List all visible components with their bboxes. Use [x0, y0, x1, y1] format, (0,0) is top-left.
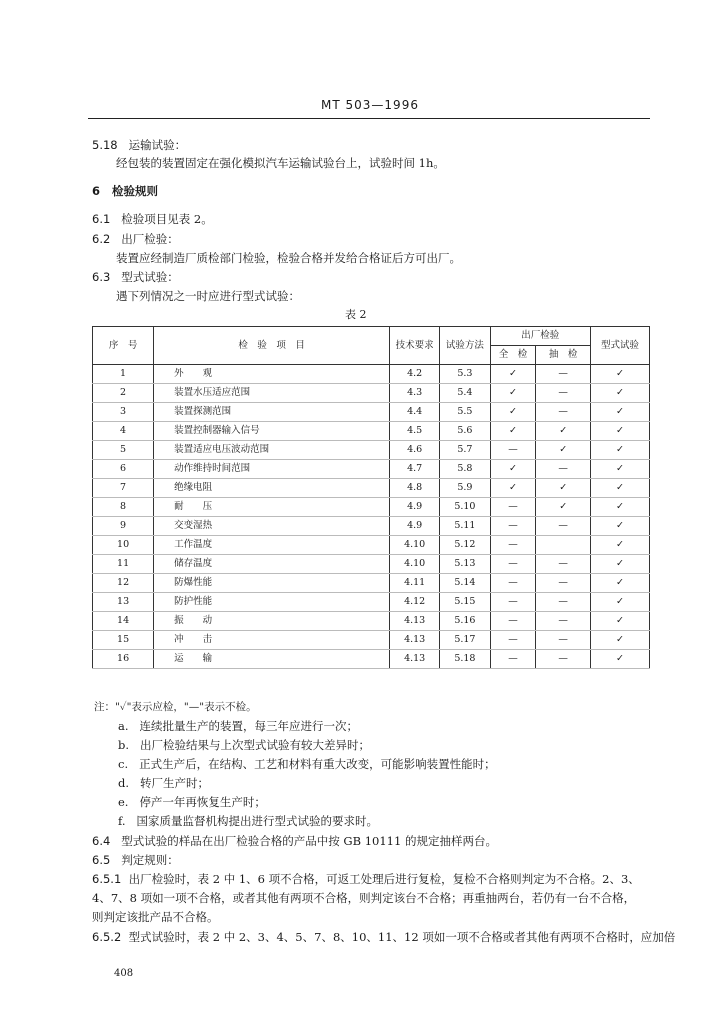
standard-number-header: MT 503—1996: [321, 98, 419, 112]
table-row: [93, 403, 650, 422]
section-6-heading: [92, 184, 158, 198]
list-item-e: [118, 795, 266, 809]
cell-item: 工作温度: [154, 536, 390, 555]
list-text: 转厂生产时；: [140, 776, 209, 790]
header-method: 试验方法: [440, 327, 490, 365]
table-row: [93, 365, 650, 384]
cell-item: 外 观: [154, 365, 390, 384]
cell-method: 5.14: [440, 574, 490, 593]
clause-text: 判定规则：: [121, 853, 179, 867]
clause-6-2-text: 装置应经制造厂质检部门检验，检验合格并发给合格证后方可出厂。: [116, 251, 461, 265]
cell-method: 5.17: [440, 631, 490, 650]
header-seq: 序 号: [93, 327, 154, 365]
clause-text: 型式试验的样品在出厂检验合格的产品中按 GB 10111 的规定抽样两台。: [121, 834, 497, 848]
table-row: [93, 593, 650, 612]
header-type: 型式试验: [590, 327, 649, 365]
cell-full: —: [490, 612, 536, 631]
cell-type: ✓: [590, 384, 649, 403]
cell-method: 5.18: [440, 650, 490, 669]
clause-6-5: [92, 853, 179, 867]
cell-item: 冲 击: [154, 631, 390, 650]
cell-seq: 8: [93, 498, 154, 517]
cell-type: ✓: [590, 517, 649, 536]
table-row: [93, 441, 650, 460]
cell-tech: 4.13: [390, 612, 440, 631]
list-item-a: [118, 719, 358, 733]
cell-item: 装置探测范围: [154, 403, 390, 422]
cell-type: ✓: [590, 479, 649, 498]
header-tech: 技术要求: [390, 327, 440, 365]
cell-full: —: [490, 574, 536, 593]
cell-seq: 1: [93, 365, 154, 384]
cell-full: ✓: [490, 403, 536, 422]
cell-item: 交变湿热: [154, 517, 390, 536]
header-full: 全 检: [490, 346, 536, 365]
clause-text: 型式试验时，表 2 中 2、3、4、5、7、8、10、11、12 项如一项不合格或者其他有两项不合格时，应加倍: [128, 930, 676, 944]
cell-sample: —: [536, 555, 591, 574]
cell-item: 装置适应电压波动范围: [154, 441, 390, 460]
table-row: [93, 631, 650, 650]
cell-tech: 4.10: [390, 536, 440, 555]
cell-type: ✓: [590, 536, 649, 555]
cell-tech: 4.13: [390, 631, 440, 650]
cell-tech: 4.2: [390, 365, 440, 384]
header-rule: [88, 118, 650, 119]
header-sample: 抽 检: [536, 346, 591, 365]
cell-tech: 4.10: [390, 555, 440, 574]
list-label: e.: [118, 795, 129, 809]
list-text: 出厂检验结果与上次型式试验有较大差异时；: [140, 738, 370, 752]
cell-type: ✓: [590, 612, 649, 631]
section-number: 6: [92, 184, 101, 198]
clause-6-2: [92, 232, 179, 246]
cell-tech: 4.5: [390, 422, 440, 441]
clause-title: 运输试验：: [128, 138, 187, 152]
clause-number: 6.4: [92, 834, 111, 848]
cell-sample: —: [536, 650, 591, 669]
cell-tech: 4.6: [390, 441, 440, 460]
clause-number: 6.3: [92, 270, 111, 284]
cell-type: ✓: [590, 441, 649, 460]
table-row: [93, 612, 650, 631]
clause-text: 检验项目见表 2。: [121, 212, 213, 226]
cell-sample: —: [536, 460, 591, 479]
table-row: [93, 498, 650, 517]
clause-6-3: [92, 270, 179, 284]
table-row: [93, 384, 650, 403]
cell-method: 5.12: [440, 536, 490, 555]
cell-type: ✓: [590, 631, 649, 650]
list-item-d: [118, 776, 209, 790]
cell-sample: —: [536, 517, 591, 536]
cell-sample: ✓: [536, 422, 591, 441]
cell-seq: 13: [93, 593, 154, 612]
table-row: [93, 460, 650, 479]
list-text: 国家质量监督机构提出进行型式试验的要求时。: [136, 814, 378, 828]
table-row: [93, 574, 650, 593]
table-row: [93, 517, 650, 536]
cell-item: 动作维持时间范围: [154, 460, 390, 479]
cell-type: ✓: [590, 574, 649, 593]
cell-type: ✓: [590, 555, 649, 574]
cell-method: 5.16: [440, 612, 490, 631]
cell-tech: 4.9: [390, 517, 440, 536]
page-number: 408: [114, 968, 134, 979]
cell-method: 5.4: [440, 384, 490, 403]
cell-seq: 12: [93, 574, 154, 593]
list-item-c: [118, 757, 496, 771]
cell-item: 振 动: [154, 612, 390, 631]
cell-item: 绝缘电阻: [154, 479, 390, 498]
cell-sample: —: [536, 574, 591, 593]
cell-tech: 4.13: [390, 650, 440, 669]
cell-full: ✓: [490, 460, 536, 479]
header-item: 检 验 项 目: [154, 327, 390, 365]
cell-item: 装置水压适应范围: [154, 384, 390, 403]
cell-item: 运 输: [154, 650, 390, 669]
cell-tech: 4.12: [390, 593, 440, 612]
clause-6-5-1: [92, 872, 640, 886]
cell-sample: —: [536, 403, 591, 422]
cell-item: 防护性能: [154, 593, 390, 612]
cell-full: —: [490, 555, 536, 574]
list-text: 连续批量生产的装置，每三年应进行一次；: [139, 719, 358, 733]
cell-type: ✓: [590, 403, 649, 422]
cell-type: ✓: [590, 422, 649, 441]
cell-sample: ✓: [536, 479, 591, 498]
list-item-b: [118, 738, 370, 752]
cell-type: ✓: [590, 498, 649, 517]
cell-full: ✓: [490, 422, 536, 441]
cell-sample: —: [536, 631, 591, 650]
cell-seq: 11: [93, 555, 154, 574]
cell-seq: 9: [93, 517, 154, 536]
table-caption: 表 2: [345, 308, 367, 321]
table-note: 注："✓"表示应检，"—"表示不检。: [94, 701, 257, 713]
clause-5-18-text: 经包装的装置固定在强化模拟汽车运输试验台上，试验时间 1h。: [116, 156, 445, 170]
cell-seq: 3: [93, 403, 154, 422]
cell-full: —: [490, 517, 536, 536]
list-label: c.: [118, 757, 129, 771]
cell-method: 5.9: [440, 479, 490, 498]
cell-type: ✓: [590, 365, 649, 384]
cell-seq: 14: [93, 612, 154, 631]
cell-type: ✓: [590, 650, 649, 669]
cell-seq: 6: [93, 460, 154, 479]
cell-sample: —: [536, 593, 591, 612]
clause-title: 型式试验：: [121, 270, 179, 284]
cell-seq: 10: [93, 536, 154, 555]
cell-sample: —: [536, 384, 591, 403]
cell-method: 5.6: [440, 422, 490, 441]
cell-tech: 4.9: [390, 498, 440, 517]
header-factory: 出厂检验: [490, 327, 590, 346]
cell-seq: 4: [93, 422, 154, 441]
cell-full: —: [490, 593, 536, 612]
cell-tech: 4.7: [390, 460, 440, 479]
cell-method: 5.10: [440, 498, 490, 517]
clause-number: 6.2: [92, 232, 111, 246]
cell-full: ✓: [490, 384, 536, 403]
cell-method: 5.8: [440, 460, 490, 479]
cell-seq: 7: [93, 479, 154, 498]
cell-full: ✓: [490, 365, 536, 384]
clause-number: 6.5.2: [92, 930, 122, 944]
clause-6-1: [92, 212, 213, 226]
table-row: [93, 650, 650, 669]
cell-item: 防爆性能: [154, 574, 390, 593]
table-row: [93, 479, 650, 498]
table-row: [93, 555, 650, 574]
clause-6-5-1-line3: 则判定该批产品不合格。: [92, 910, 219, 924]
list-text: 停产一年再恢复生产时；: [139, 795, 266, 809]
cell-sample: [536, 536, 591, 555]
cell-full: —: [490, 631, 536, 650]
cell-full: ✓: [490, 479, 536, 498]
cell-method: 5.11: [440, 517, 490, 536]
clause-number: 6.5: [92, 853, 111, 867]
cell-type: ✓: [590, 460, 649, 479]
cell-sample: —: [536, 365, 591, 384]
clause-6-3-text: 遇下列情况之一时应进行型式试验：: [116, 289, 300, 303]
cell-type: ✓: [590, 593, 649, 612]
cell-full: —: [490, 536, 536, 555]
cell-tech: 4.3: [390, 384, 440, 403]
cell-method: 5.3: [440, 365, 490, 384]
cell-sample: ✓: [536, 498, 591, 517]
cell-tech: 4.8: [390, 479, 440, 498]
cell-tech: 4.11: [390, 574, 440, 593]
clause-number: 6.1: [92, 212, 111, 226]
clause-number: 6.5.1: [92, 872, 122, 886]
clause-5-18: [92, 138, 186, 152]
section-title: 检验规则: [112, 184, 159, 198]
table-row: [93, 422, 650, 441]
cell-item: 耐 压: [154, 498, 390, 517]
list-label: a.: [118, 719, 129, 733]
cell-item: 储存温度: [154, 555, 390, 574]
cell-tech: 4.4: [390, 403, 440, 422]
cell-item: 装置控制器输入信号: [154, 422, 390, 441]
cell-method: 5.5: [440, 403, 490, 422]
list-label: f.: [118, 814, 126, 828]
list-text: 正式生产后，在结构、工艺和材料有重大改变，可能影响装置性能时；: [139, 757, 496, 771]
list-label: b.: [118, 738, 130, 752]
cell-seq: 15: [93, 631, 154, 650]
list-label: d.: [118, 776, 130, 790]
list-item-f: [118, 814, 378, 828]
cell-sample: ✓: [536, 441, 591, 460]
cell-method: 5.13: [440, 555, 490, 574]
clause-text-line1: 出厂检验时，表 2 中 1、6 项不合格，可返工处理后进行复检，复检不合格则判定为不合格。2、3、: [128, 872, 640, 886]
clause-6-4: [92, 834, 497, 848]
cell-full: —: [490, 441, 536, 460]
table-row: [93, 536, 650, 555]
cell-method: 5.15: [440, 593, 490, 612]
cell-method: 5.7: [440, 441, 490, 460]
cell-sample: —: [536, 612, 591, 631]
cell-full: —: [490, 650, 536, 669]
inspection-table: [92, 326, 650, 669]
clause-6-5-1-line2: 4、7、8 项如一项不合格，或者其他有两项不合格，则判定该台不合格；再重抽两台，若仍有一台不合格，: [92, 891, 636, 905]
clause-6-5-2: [92, 930, 675, 944]
cell-full: —: [490, 498, 536, 517]
cell-seq: 16: [93, 650, 154, 669]
cell-seq: 2: [93, 384, 154, 403]
clause-number: 5.18: [92, 138, 118, 152]
clause-title: 出厂检验：: [121, 232, 179, 246]
cell-seq: 5: [93, 441, 154, 460]
